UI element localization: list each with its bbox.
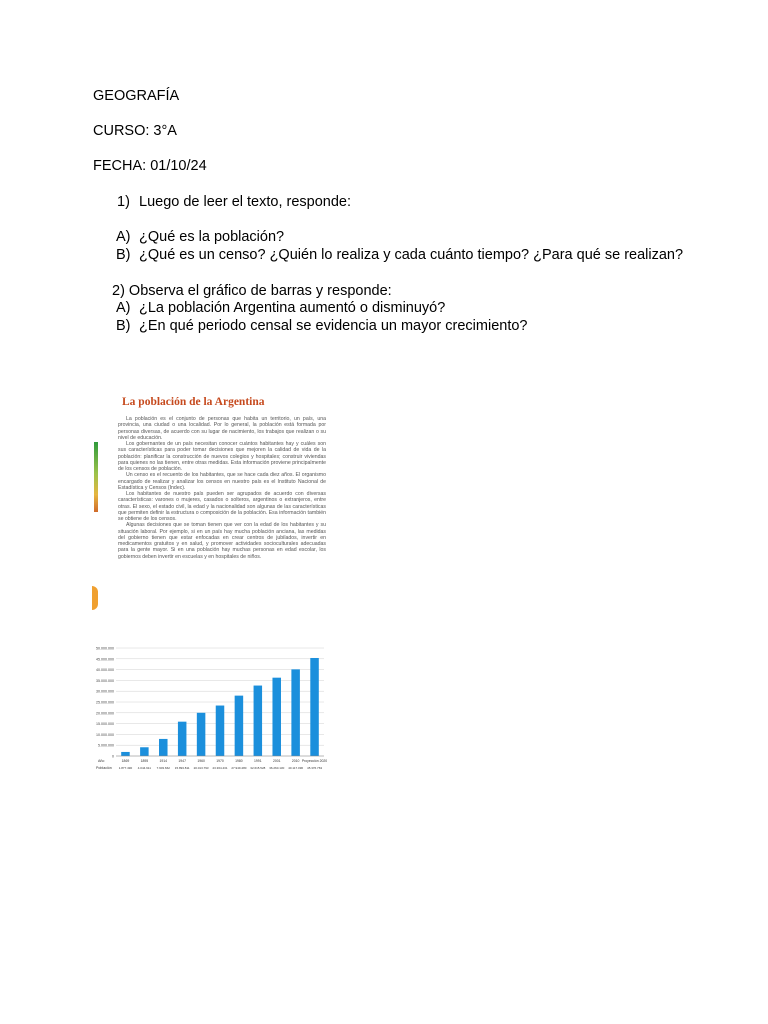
- bar: [272, 678, 281, 756]
- value-label: 23.364.431: [212, 766, 228, 770]
- x-tick-label: 2010: [291, 759, 300, 763]
- y-tick-label: 0: [112, 754, 114, 759]
- textbook-paragraph: La población es el conjunto de personas que habita un territorio, un país, una provincia, una ciudad o una localidad. Por lo general, la población está formada por personas diversas, de acuerdo con su lugar de nacimiento, los trabajos que realizan o su nivel de educación.: [118, 416, 326, 441]
- value-label: 27.949.480: [231, 766, 247, 770]
- y-tick-label: 5.000.000: [98, 743, 114, 748]
- value-label: 15.893.811: [174, 766, 190, 770]
- question-1-number: 1): [117, 194, 130, 210]
- y-tick-label: 15.000.000: [96, 722, 114, 727]
- bar: [254, 686, 263, 756]
- bar: [216, 706, 225, 756]
- x-tick-label: 1960: [197, 759, 205, 763]
- bar: [310, 658, 319, 756]
- x-tick-label: 1895: [140, 759, 149, 763]
- question-1a-letter: A): [116, 229, 131, 245]
- question-2a-letter: A): [116, 300, 131, 316]
- question-1a-text: ¿Qué es la población?: [139, 229, 285, 245]
- question-1-text: Luego de leer el texto, responde:: [139, 194, 352, 210]
- decorative-tab: [92, 586, 98, 610]
- y-tick-label: 30.000.000: [96, 689, 114, 694]
- value-label: 45.376.763: [307, 766, 323, 770]
- date-label: FECHA: 01/10/24: [93, 158, 207, 174]
- bar: [235, 696, 244, 756]
- bar: [140, 747, 149, 756]
- y-tick-label: 40.000.000: [96, 668, 114, 673]
- x-tick-label: 1980: [235, 759, 243, 763]
- population-row-label: Población: [96, 766, 112, 770]
- textbook-title: La población de la Argentina: [122, 396, 265, 408]
- y-tick-label: 10.000.000: [96, 732, 114, 737]
- y-tick-label: 20.000.000: [96, 711, 114, 716]
- y-tick-label: 25.000.000: [96, 700, 114, 705]
- x-tick-label: 1914: [159, 759, 168, 763]
- x-tick-label: 1991: [254, 759, 262, 763]
- question-2a-text: ¿La población Argentina aumentó o disminuyó?: [139, 300, 446, 316]
- population-bar-chart: [92, 642, 332, 776]
- subject-label: GEOGRAFÍA: [93, 88, 180, 104]
- bar: [178, 722, 187, 756]
- textbook-text: [118, 416, 326, 560]
- y-tick-label: 45.000.000: [96, 657, 114, 662]
- value-label: 7.903.662: [156, 766, 170, 770]
- value-label: 40.117.096: [288, 766, 304, 770]
- value-label: 1.877.490: [118, 766, 133, 770]
- x-tick-label: 1947: [178, 759, 186, 763]
- year-row-label: Año: [98, 759, 105, 763]
- textbook-paragraph: Un censo es el recuento de los habitantes, que se hace cada diez años. El organismo encargado de realizar y analizar los censos en nuestro país es el Instituto Nacional de Estadística y Censos (Indec).: [118, 472, 326, 491]
- value-label: 20.013.793: [193, 766, 209, 770]
- value-label: 4.044.911: [137, 766, 151, 770]
- question-2-text: 2) Observa el gráfico de barras y responde:: [112, 283, 392, 299]
- x-tick-label: Proyección 2020: [301, 759, 328, 763]
- value-label: 36.260.130: [269, 766, 285, 770]
- textbook-paragraph: Los habitantes de nuestro país pueden ser agrupados de acuerdo con diversas características: varones o mujeres, casados o solteros, argentinos o extranjeros, entre otras. El sexo, el estado civil, la edad y la nacionalidad son algunas de las características que permiten definir la estructura o composición de la población. Esa información también se obtiene de los censos.: [118, 491, 326, 522]
- textbook-paragraph: Algunas decisiones que se toman tienen que ver con la edad de los habitantes y su situación laboral. Por ejemplo, si en un país hay mucha población anciana, las medidas del gobierno tienen que estar enfocadas en crear centros de jubilados, invertir en medicamentos gratuitos y en salud, y promover actividades socioculturales adecuadas para la gente mayor. Si en una población hay muchas personas en edad escolar, los gobiernos deben invertir en escuelas y en hospitales de niños.: [118, 522, 326, 560]
- y-tick-label: 50.000.000: [96, 646, 114, 651]
- bar: [291, 669, 300, 756]
- x-tick-label: 2001: [272, 759, 281, 763]
- bar: [197, 713, 206, 756]
- question-2b-letter: B): [116, 318, 131, 334]
- textbook-paragraph: Los gobernantes de un país necesitan conocer cuántos habitantes hay y cuáles son sus características para poder tomar decisiones que mejoren la calidad de vida de la población: planificar la construcción de nuevos colegios y hospitales; construir viviendas para quienes no las tienen, entre otras medidas. Esta información proviene principalmente de los censos de población.: [118, 441, 326, 472]
- question-1b-letter: B): [116, 247, 131, 263]
- y-tick-label: 35.000.000: [96, 678, 114, 683]
- value-label: 32.615.528: [250, 766, 266, 770]
- x-tick-label: 1869: [121, 759, 130, 763]
- question-1b-text: ¿Qué es un censo? ¿Quién lo realiza y cada cuánto tiempo? ¿Para qué se realizan?: [139, 247, 684, 263]
- question-2b-text: ¿En qué periodo censal se evidencia un mayor crecimiento?: [139, 318, 528, 334]
- bar: [159, 739, 168, 756]
- course-label: CURSO: 3°A: [93, 123, 177, 139]
- bar: [121, 752, 130, 756]
- x-tick-label: 1970: [216, 759, 224, 763]
- textbook-page-image: [92, 388, 332, 776]
- decorative-stripe: [94, 442, 98, 512]
